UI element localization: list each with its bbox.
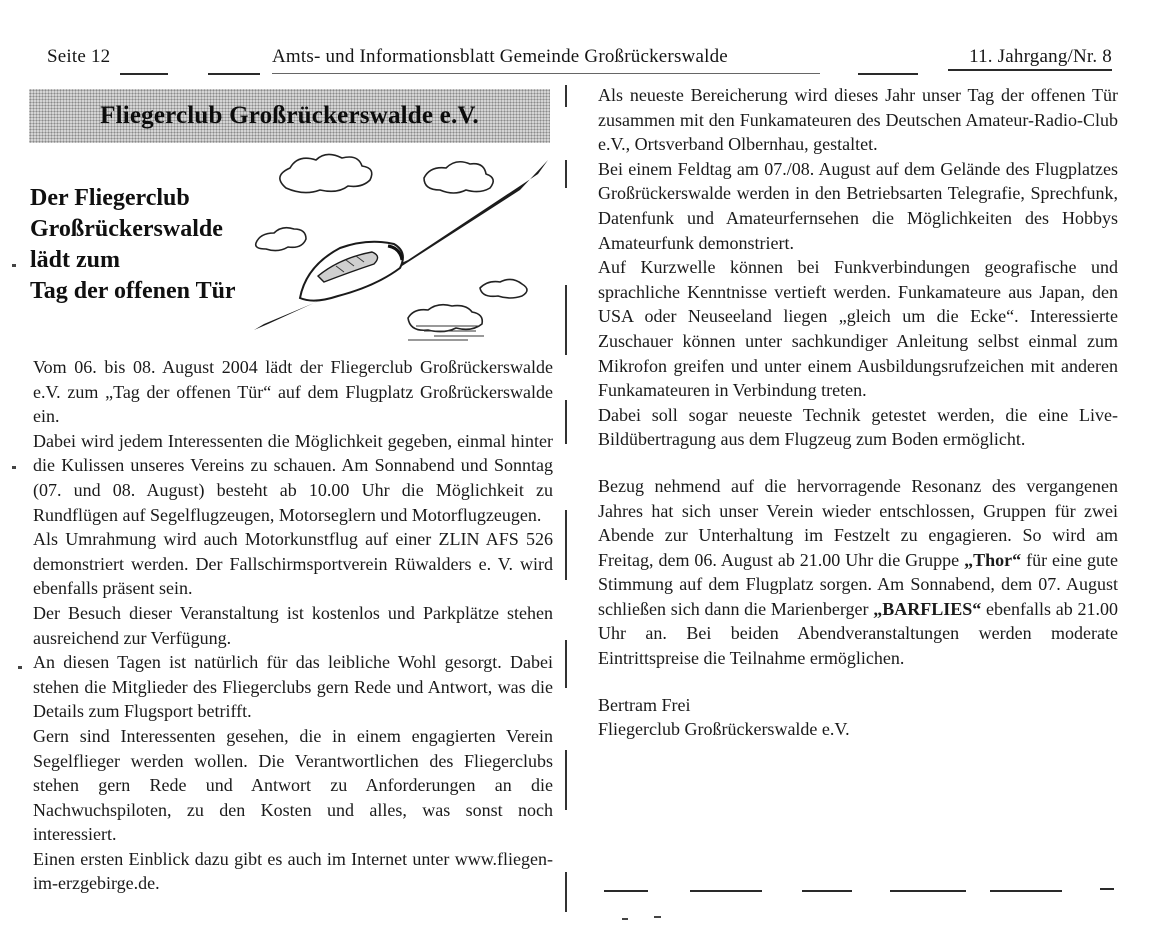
column-divider — [565, 510, 567, 580]
article-paragraph: Gern sind Interessenten gesehen, die in einem engagierten Verein Segelflieger werden wollen. Die Verantwortlichen des Fliegerclubs stehen gern Rede und Antwort zu Anforderungen an die Nachwuchspiloten, zu den Kosten und alles, was sonst noch interessiert. — [33, 725, 553, 845]
cloud-icon — [256, 228, 306, 251]
scan-mark — [18, 666, 22, 669]
header-rule — [858, 73, 918, 75]
footer-rule — [690, 890, 762, 892]
cloud-icon — [408, 305, 482, 332]
headline-line: lädt zum — [30, 247, 120, 273]
author-name: Bertram Frei — [598, 694, 691, 715]
scan-mark — [12, 466, 16, 469]
article-left-column — [33, 355, 553, 896]
scan-mark — [12, 264, 16, 267]
headline-line: Der Fliegerclub — [30, 185, 190, 211]
article-paragraph: Als Umrahmung wird auch Motorkunstflug auf einer ZLIN AFS 526 demonstriert werden. Der Fallschirmsportverein Rüwalders e. V. wird ebenfalls präsent sein. — [33, 529, 553, 599]
column-divider — [565, 400, 567, 444]
column-divider — [565, 640, 567, 688]
article-paragraph: Dabei wird jedem Interessenten die Möglichkeit gegeben, einmal hinter die Kulissen unseres Vereins zu schauen. Am Sonnabend und Sonntag (07. und 08. August) besteht ab 10.00 Uhr die Möglichkeit zu Rundflügen auf Segelflugzeugen, Motorseglern und Motorflugzeugen. — [33, 430, 553, 525]
article-paragraph: Der Besuch dieser Veranstaltung ist kostenlos und Parkplätze stehen ausreichend zur Verfügung. — [33, 602, 553, 648]
band-name-barflies: „BARFLIES“ — [873, 598, 982, 619]
footer-rule — [802, 890, 852, 892]
page-number: Seite 12 — [47, 46, 111, 67]
club-banner — [29, 89, 550, 143]
article-paragraph: Einen ersten Einblick dazu gibt es auch im Internet unter www.fliegen-im-erzgebirge.de. — [33, 848, 553, 894]
column-divider — [565, 160, 567, 188]
signature — [598, 693, 1118, 742]
club-banner-title: Fliegerclub Großrückerswalde e.V. — [100, 102, 479, 129]
band-name-thor: „Thor“ — [964, 549, 1022, 570]
article-paragraph: Bei einem Feldtag am 07./08. August auf dem Gelände des Flugplatzes Großrückerswalde werden in den Betriebsarten Telegrafie, Sprechfunk, Datenfunk und Amateurfernsehen die Möglichkeiten des Hobbys Amateurfunk demonstriert. — [598, 158, 1118, 253]
article-paragraph: Dabei soll sogar neueste Technik getestet werden, die eine Live-Bildübertragung aus dem Flugzeug zum Boden ermöglicht. — [598, 404, 1118, 450]
article-paragraph: An diesen Tagen ist natürlich für das leibliche Wohl gesorgt. Dabei stehen die Mitglieder des Fliegerclubs gern Rede und Antwort, was die Details zum Flugsport betrifft. — [33, 652, 553, 722]
publication-title: Amts- und Informationsblatt Gemeinde Großrückerswalde — [272, 46, 728, 67]
cloud-icon — [480, 279, 527, 298]
article-paragraph: Bezug nehmend auf die hervorragende Resonanz des vergangenen Jahres hat sich unser Verein wieder entschlossen, Gruppen für zwei Abende zur Unterhaltung im Festzelt zu engagieren. So wird am Freitag, dem 06. August ab 21.00 Uhr die Gruppe „Thor“ für eine gute Stimmung auf dem Flugplatz sorgen. Am Sonnabend, dem 07. August schließen sich dann die Marienberger „BARFLIES“ ebenfalls ab 21.00 Uhr an. Bei beiden Abendveranstaltungen werden moderate Eintrittspreise die Teilnahme ermöglichen. — [598, 475, 1118, 669]
footer-rule — [890, 890, 966, 892]
header-rule — [120, 73, 168, 75]
column-divider — [565, 750, 567, 810]
footer-rule — [604, 890, 648, 892]
cloud-icon — [424, 162, 493, 193]
issue-number: 11. Jahrgang/Nr. 8 — [969, 46, 1112, 67]
header-rule — [208, 73, 260, 75]
author-organization: Fliegerclub Großrückerswalde e.V. — [598, 719, 850, 740]
footer-rule — [990, 890, 1062, 892]
glider-wing-icon — [254, 160, 548, 330]
header-rule — [272, 73, 820, 74]
scan-mark — [654, 916, 661, 918]
footer-rule — [1100, 888, 1114, 890]
cloud-icon — [280, 154, 372, 192]
article-paragraph: Auf Kurzwelle können bei Funkverbindungen geografische und sprachliche Kenntnisse vertieft werden. Funkamateure aus Japan, den USA oder Neuseeland liegen „gleich um die Ecke“. Interessierte Zuschauer können unter sachkundiger Anleitung selbst einmal zum Mikrofon greifen und unter einem Ausbildungsrufzeichen mit anderen Funkamateuren in Verbindung treten. — [598, 257, 1118, 401]
header-rule — [948, 69, 1112, 71]
column-divider — [565, 872, 567, 912]
headline-line: Großrückerswalde — [30, 216, 223, 242]
article-paragraph: Vom 06. bis 08. August 2004 lädt der Fliegerclub Großrückerswalde e.V. zum „Tag der offenen Tür“ auf dem Flugplatz Großrückerswalde ein. — [33, 357, 553, 427]
article-right-column — [598, 83, 1118, 742]
scan-mark — [622, 918, 628, 920]
headline-line: Tag der offenen Tür — [30, 278, 236, 304]
column-divider — [565, 285, 567, 355]
article-paragraph: Als neueste Bereicherung wird dieses Jahr unser Tag der offenen Tür zusammen mit den Funkamateuren des Deutschen Amateur-Radio-Club e.V., Ortsverband Olbernhau, gestaltet. — [598, 85, 1118, 155]
glider-illustration — [248, 148, 558, 353]
column-divider — [565, 85, 567, 107]
